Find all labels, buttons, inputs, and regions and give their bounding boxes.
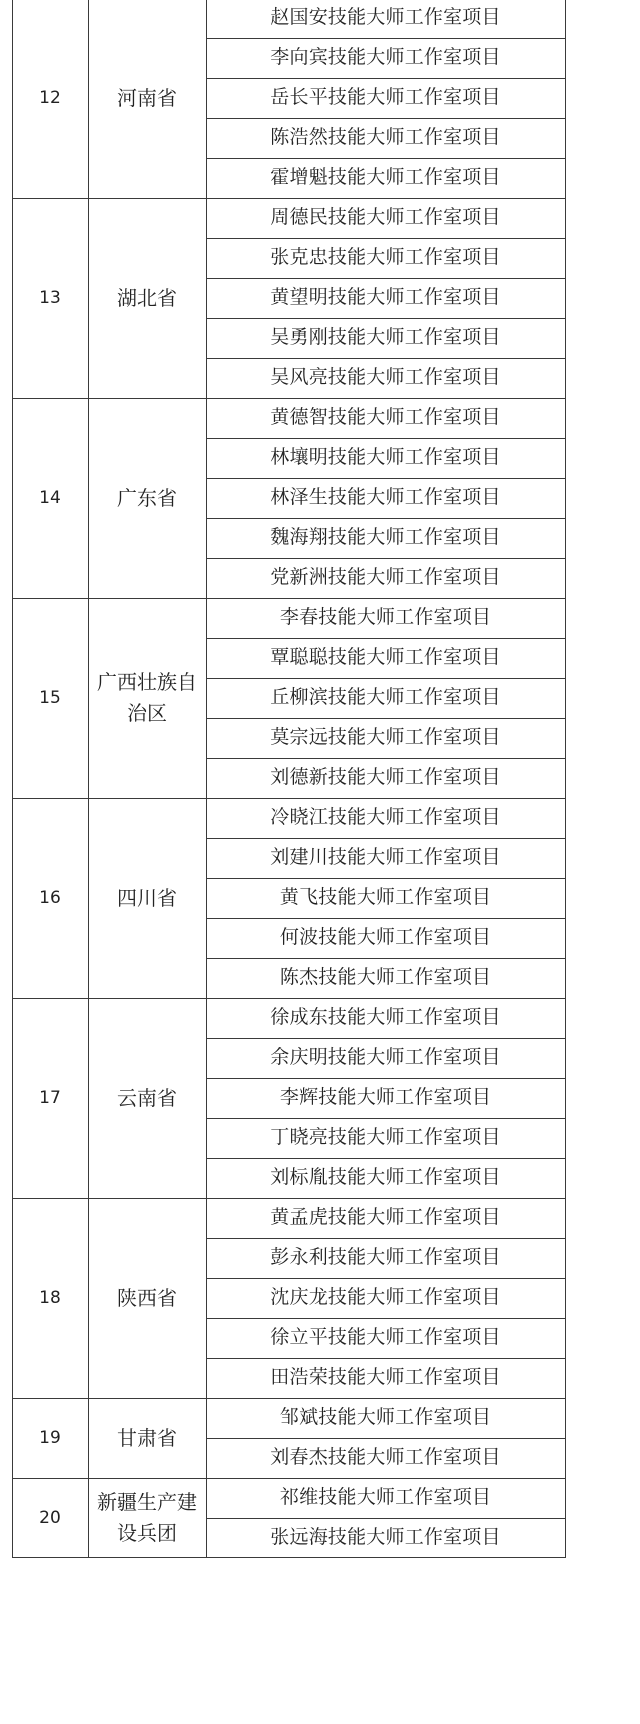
group-divider bbox=[12, 1198, 566, 1199]
row-divider bbox=[206, 918, 566, 919]
row-divider bbox=[206, 1078, 566, 1079]
project-name: 刘建川技能大师工作室项目 bbox=[270, 846, 501, 869]
row-number: 17 bbox=[39, 1087, 61, 1108]
column-border bbox=[88, 0, 89, 1558]
row-divider bbox=[206, 838, 566, 839]
project-name: 魏海翔技能大师工作室项目 bbox=[270, 526, 501, 549]
row-number: 15 bbox=[39, 687, 61, 708]
group-divider bbox=[12, 198, 566, 199]
row-divider bbox=[206, 678, 566, 679]
group-divider bbox=[12, 398, 566, 399]
row-divider bbox=[206, 318, 566, 319]
province-name: 广西壮族自治区 bbox=[97, 670, 197, 725]
project-name: 邹斌技能大师工作室项目 bbox=[279, 1406, 492, 1429]
project-name: 余庆明技能大师工作室项目 bbox=[270, 1046, 501, 1069]
row-divider bbox=[206, 518, 566, 519]
row-divider bbox=[206, 1238, 566, 1239]
project-name: 吴风亮技能大师工作室项目 bbox=[270, 366, 501, 389]
project-name: 张远海技能大师工作室项目 bbox=[270, 1526, 501, 1549]
project-name: 冷晓江技能大师工作室项目 bbox=[270, 806, 501, 829]
row-divider bbox=[206, 958, 566, 959]
group-divider bbox=[12, 598, 566, 599]
project-name: 覃聪聪技能大师工作室项目 bbox=[270, 646, 501, 669]
project-name: 沈庆龙技能大师工作室项目 bbox=[270, 1286, 501, 1309]
row-divider bbox=[206, 78, 566, 79]
project-name: 徐立平技能大师工作室项目 bbox=[270, 1326, 501, 1349]
group-divider bbox=[12, 1398, 566, 1399]
project-name: 赵国安技能大师工作室项目 bbox=[270, 6, 501, 29]
column-border bbox=[565, 0, 566, 1558]
group-divider bbox=[12, 798, 566, 799]
project-name: 黄德智技能大师工作室项目 bbox=[270, 406, 501, 429]
project-name: 徐成东技能大师工作室项目 bbox=[270, 1006, 501, 1029]
row-divider bbox=[206, 118, 566, 119]
column-border bbox=[12, 0, 13, 1558]
row-divider bbox=[206, 558, 566, 559]
project-name: 丘柳滨技能大师工作室项目 bbox=[270, 686, 501, 709]
project-name: 彭永利技能大师工作室项目 bbox=[270, 1246, 501, 1269]
row-number: 14 bbox=[39, 487, 61, 508]
project-name: 李辉技能大师工作室项目 bbox=[279, 1086, 492, 1109]
row-divider bbox=[206, 238, 566, 239]
row-divider bbox=[206, 1438, 566, 1439]
table-bottom-border bbox=[12, 1557, 566, 1558]
province-name: 广东省 bbox=[117, 485, 177, 510]
project-name: 刘春杰技能大师工作室项目 bbox=[270, 1446, 501, 1469]
row-divider bbox=[206, 1358, 566, 1359]
project-name: 陈浩然技能大师工作室项目 bbox=[270, 126, 501, 149]
row-number: 19 bbox=[39, 1427, 61, 1448]
project-name: 莫宗远技能大师工作室项目 bbox=[270, 726, 501, 749]
province-name: 河南省 bbox=[117, 85, 177, 110]
project-name: 田浩荣技能大师工作室项目 bbox=[270, 1366, 501, 1389]
row-divider bbox=[206, 158, 566, 159]
row-divider bbox=[206, 1038, 566, 1039]
row-divider bbox=[206, 278, 566, 279]
province-name: 甘肃省 bbox=[117, 1425, 177, 1450]
row-divider bbox=[206, 478, 566, 479]
project-name: 李向宾技能大师工作室项目 bbox=[270, 46, 501, 69]
project-name: 黄孟虎技能大师工作室项目 bbox=[270, 1206, 501, 1229]
project-name: 刘德新技能大师工作室项目 bbox=[270, 766, 501, 789]
row-number: 16 bbox=[39, 887, 61, 908]
row-divider bbox=[206, 1318, 566, 1319]
row-divider bbox=[206, 638, 566, 639]
project-name: 张克忠技能大师工作室项目 bbox=[270, 246, 501, 269]
row-number: 13 bbox=[39, 287, 61, 308]
row-divider bbox=[206, 1278, 566, 1279]
row-divider bbox=[206, 38, 566, 39]
row-number: 20 bbox=[39, 1507, 61, 1528]
project-name: 刘标胤技能大师工作室项目 bbox=[270, 1166, 501, 1189]
row-divider bbox=[206, 758, 566, 759]
project-name: 岳长平技能大师工作室项目 bbox=[270, 86, 501, 109]
row-divider bbox=[206, 1518, 566, 1519]
group-divider bbox=[12, 998, 566, 999]
row-number: 12 bbox=[39, 87, 61, 108]
project-name: 黄望明技能大师工作室项目 bbox=[270, 286, 501, 309]
row-number: 18 bbox=[39, 1287, 61, 1308]
project-name: 林壤明技能大师工作室项目 bbox=[270, 446, 501, 469]
province-name: 陕西省 bbox=[117, 1285, 177, 1310]
row-divider bbox=[206, 1118, 566, 1119]
project-name: 林泽生技能大师工作室项目 bbox=[270, 486, 501, 509]
project-name: 霍增魁技能大师工作室项目 bbox=[270, 166, 501, 189]
province-name: 四川省 bbox=[117, 885, 177, 910]
project-name: 吴勇刚技能大师工作室项目 bbox=[270, 326, 501, 349]
column-border bbox=[206, 0, 207, 1558]
row-divider bbox=[206, 878, 566, 879]
group-divider bbox=[12, 1478, 566, 1479]
province-name: 新疆生产建设兵团 bbox=[97, 1490, 197, 1545]
project-name: 周德民技能大师工作室项目 bbox=[270, 206, 501, 229]
project-name: 丁晓亮技能大师工作室项目 bbox=[270, 1126, 501, 1149]
row-divider bbox=[206, 1158, 566, 1159]
province-name: 湖北省 bbox=[117, 285, 177, 310]
province-name: 云南省 bbox=[117, 1085, 177, 1110]
row-divider bbox=[206, 358, 566, 359]
row-divider bbox=[206, 718, 566, 719]
project-name: 何波技能大师工作室项目 bbox=[279, 926, 492, 949]
project-name: 黄飞技能大师工作室项目 bbox=[279, 886, 492, 909]
project-name: 祁维技能大师工作室项目 bbox=[279, 1486, 492, 1509]
project-name: 李春技能大师工作室项目 bbox=[279, 606, 492, 629]
project-name: 陈杰技能大师工作室项目 bbox=[279, 966, 492, 989]
row-divider bbox=[206, 438, 566, 439]
project-name: 党新洲技能大师工作室项目 bbox=[270, 566, 501, 589]
